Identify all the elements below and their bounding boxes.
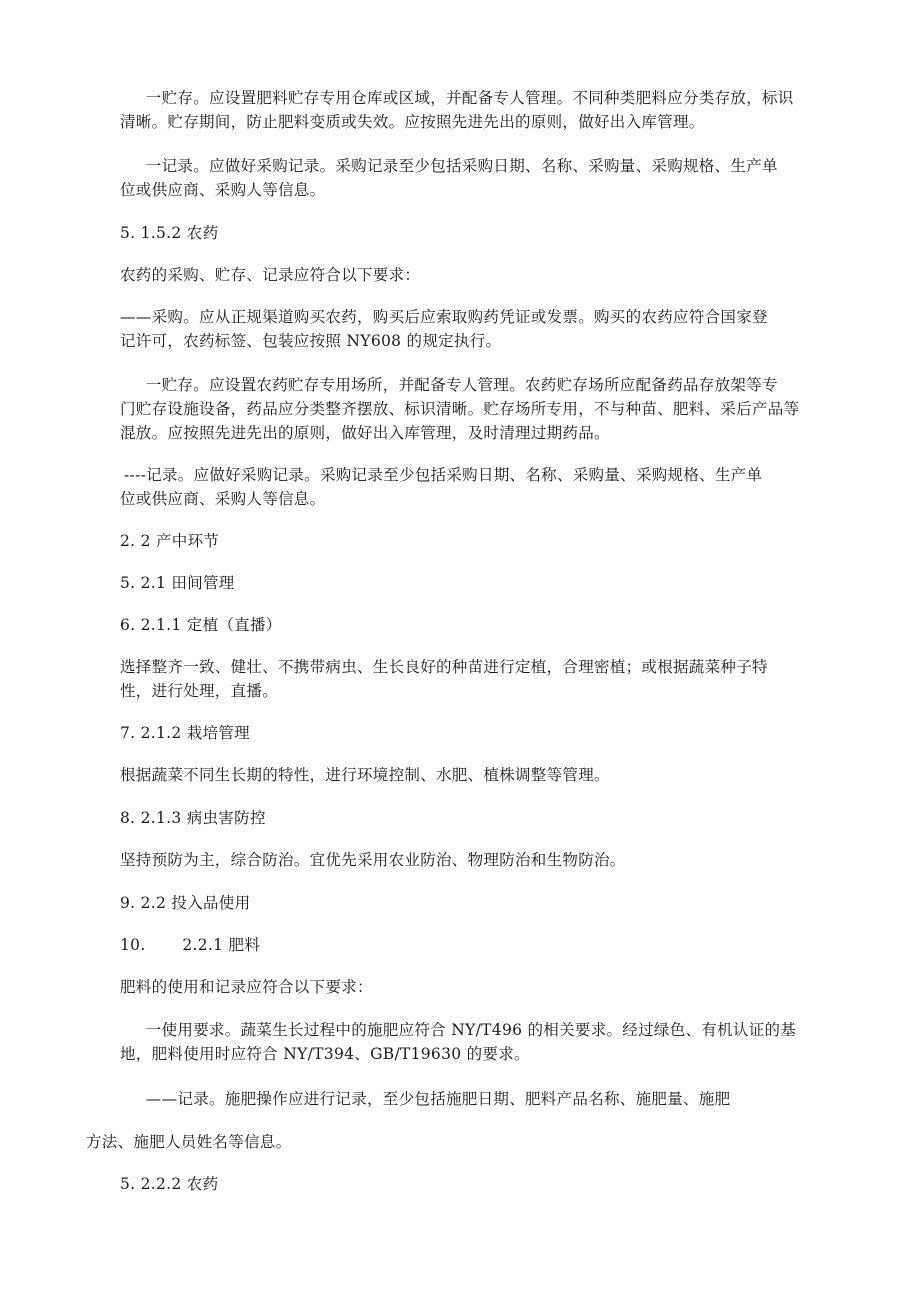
paragraph-planting	[120, 655, 832, 703]
heading-10-2-2-1: 10. 2.2.1 肥料	[120, 936, 261, 954]
paragraph-pesticide-record	[120, 463, 836, 511]
paragraph-cultivation: 根据蔬菜不同生长期的特性，进行环境控制、水肥、植株调整等管理。	[120, 766, 610, 784]
paragraph-pesticide-purchase	[120, 305, 832, 353]
paragraph-fertilizer-use-intro: 肥料的使用和记录应符合以下要求：	[120, 978, 373, 996]
paragraph-fertilizer-record	[120, 154, 842, 202]
paragraph-pesticide-storage	[120, 373, 842, 445]
heading-5-1-5-2: 5. 1.5.2 农药	[120, 224, 219, 242]
heading-6-2-1-1: 6. 2.1.1 定植（直播）	[120, 616, 282, 634]
text-line: 清晰。贮存期间，防止肥料变质或失效。应按照先进先出的原则，做好出入库管理。	[120, 113, 705, 131]
paragraph-fertilizer-storage	[120, 86, 842, 134]
text-line: ----记录。应做好采购记录。采购记录至少包括采购日期、名称、采购量、采购规格、生产单	[124, 466, 763, 484]
text-line: 位或供应商、采购人等信息。	[120, 490, 326, 508]
text-line: 性，进行处理，直播。	[120, 682, 279, 700]
text-line: 一贮存。应设置农药贮存专用场所，并配备专人管理。农药贮存场所应配备药品存放架等专	[130, 376, 778, 394]
text-line: 位或供应商、采购人等信息。	[120, 181, 326, 199]
text-line: 一贮存。应设置肥料贮存专用仓库或区域，并配备专人管理。不同种类肥料应分类存放，标识	[130, 89, 794, 107]
text-line: 一记录。应做好采购记录。采购记录至少包括采购日期、名称、采购量、采购规格、生产单	[130, 157, 778, 175]
heading-5-2-2-2: 5. 2.2.2 农药	[120, 1175, 219, 1193]
paragraph-fertilizer-use-record: ——记录。施肥操作应进行记录，至少包括施肥日期、肥料产品名称、施肥量、施肥	[130, 1090, 731, 1108]
paragraph-fertilizer-use-record-cont: 方法、施肥人员姓名等信息。	[86, 1133, 292, 1151]
text-line: 地，肥料使用时应符合 NY/T394、GB/T19630 的要求。	[120, 1045, 530, 1063]
paragraph-pesticide-intro: 农药的采购、贮存、记录应符合以下要求：	[120, 266, 421, 284]
heading-2-2: 2. 2 产中环节	[120, 532, 220, 550]
heading-5-2-1: 5. 2.1 田间管理	[120, 574, 235, 592]
text-line: 记许可，农药标签、包装应按照 NY608 的规定执行。	[120, 332, 502, 350]
text-line: 一使用要求。蔬菜生长过程中的施肥应符合 NY/T496 的相关要求。经过绿色、有机认证的基	[130, 1021, 797, 1039]
heading-7-2-1-2: 7. 2.1.2 栽培管理	[120, 724, 250, 742]
heading-9-2-2: 9. 2.2 投入品使用	[120, 894, 251, 912]
text-line: ——采购。应从正规渠道购买农药，购买后应索取购药凭证或发票。购买的农药应符合国家登	[120, 308, 768, 326]
paragraph-pest-control: 坚持预防为主，综合防治。宜优先采用农业防治、物理防治和生物防治。	[120, 851, 626, 869]
text-line: 混放。应按照先进先出的原则，做好出入库管理，及时清理过期药品。	[120, 424, 610, 442]
text-line: 选择整齐一致、健壮、不携带病虫、生长良好的种苗进行定植，合理密植；或根据蔬菜种子特	[120, 658, 768, 676]
heading-8-2-1-3: 8. 2.1.3 病虫害防控	[120, 809, 266, 827]
text-line: 门贮存设施设备，药品应分类整齐摆放、标识清晰。贮存场所专用，不与种苗、肥料、采后产品等	[120, 400, 800, 418]
paragraph-fertilizer-use-requirements	[120, 1018, 842, 1066]
